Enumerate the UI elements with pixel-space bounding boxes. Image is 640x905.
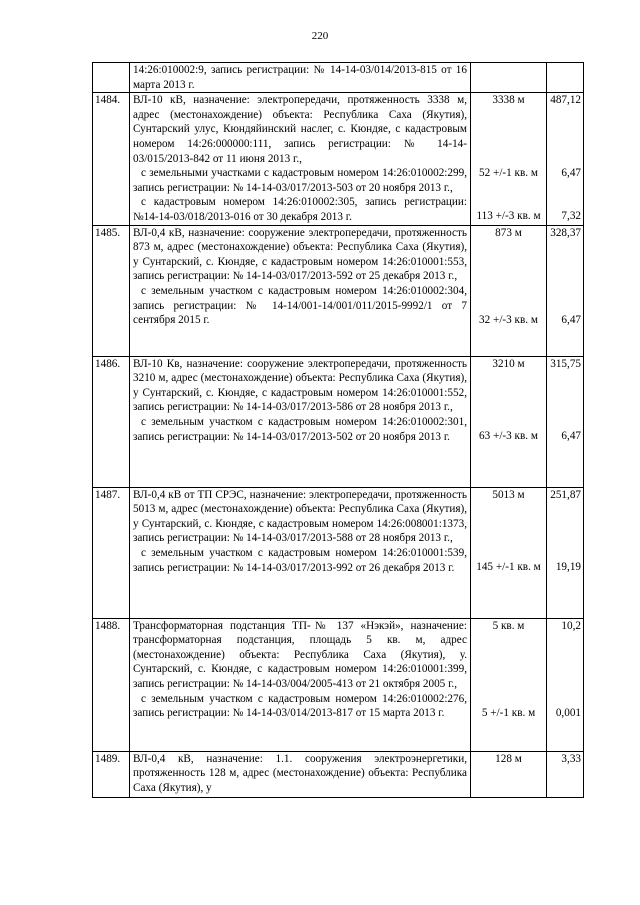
cost-value: 0,001 <box>555 707 581 720</box>
description-paragraph: с земельным участком с кадастровым номером 14:26:010002:276, запись регистрации: № 14-14-03/014/2013-817 от 15 марта 2013 г. <box>133 692 467 720</box>
object-size <box>471 487 547 618</box>
row-number: 1485. <box>93 225 130 356</box>
object-description <box>130 356 471 487</box>
object-description <box>130 487 471 618</box>
cost-value: 6,47 <box>561 430 581 443</box>
description-paragraph: ВЛ-0,4 кВ от ТП СРЭС, назначение: электропередачи, протяженность 5013 м, адрес (местонахождение) объекта: Республика Саха (Якутия), у Сунтарский, с. Кюндяе, с кадастровым номером 14:26:008001:1373, запись регистрации: № 14-14-03/017/2013-588 от 28 ноября 2013 г., <box>133 488 467 545</box>
cost-value: 251,87 <box>550 488 581 501</box>
cost-value: 6,47 <box>561 166 581 179</box>
cost-value: 19,19 <box>555 561 581 574</box>
description-paragraph: ВЛ-10 кВ, назначение: электропередачи, протяженность 3338 м, адрес (местонахождение) объекта: Республика Саха (Якутия), Сунтарский улус, Кюндяйинский наслег, с. Кюндяе, с кадастровым номером 14:26:000000:111, запись регистрации: № 14-14-03/015/2013-842 от 11 июня 2013 г., <box>133 94 467 165</box>
description-paragraph: ВЛ-0,4 кВ, назначение: сооружение электропередачи, протяженность 873 м, адрес (местонахождение) объекта: Республика Саха (Якутия), у Сунтарский, с. Кюндяе, с кадастровым номером 14:26:010001:553, запись регистрации: № 14-14-03/017/2013-592 от 25 декабря 2013 г., <box>133 226 467 283</box>
table-row <box>93 487 584 618</box>
table-row <box>93 93 584 225</box>
cost-value: 10,2 <box>561 619 581 632</box>
size-value: 128 м <box>495 752 522 765</box>
object-value <box>547 93 584 225</box>
cost-value: 3,33 <box>561 752 581 765</box>
object-value <box>547 751 584 797</box>
size-value: 873 м <box>495 226 522 239</box>
row-number: 1489. <box>93 751 130 797</box>
description-paragraph: с земельным участком с кадастровым номером 14:26:010002:301, запись регистрации: № 14-14-03/017/2013-502 от 20 ноября 2013 г. <box>133 415 467 443</box>
description-paragraph: с земельным участком с кадастровым номером 14:26:010001:539, запись регистрации: № 14-14-03/017/2013-992 от 26 декабря 2013 г. <box>133 546 467 574</box>
object-description <box>130 225 471 356</box>
row-number: 1486. <box>93 356 130 487</box>
description-paragraph: 14:26:010002:9, запись регистрации: № 14-14-03/014/2013-815 от 16 марта 2013 г. <box>133 64 467 91</box>
description-paragraph: с земельными участками с кадастровым номером 14:26:010002:299, запись регистрации: № 14-14-03/017/2013-503 от 20 ноября 2013 г., <box>133 167 467 194</box>
description-paragraph: ВЛ-0,4 кВ, назначение: 1.1. сооружения электроэнергетики, протяженность 128 м, адрес (местонахождение) объекта: Республика Саха (Якутия), у <box>133 752 467 794</box>
object-description <box>130 618 471 751</box>
row-number <box>93 63 130 93</box>
size-value: 113 +/-3 кв. м <box>476 210 541 223</box>
object-size <box>471 93 547 225</box>
table-row <box>93 751 584 797</box>
cost-value: 6,47 <box>561 314 581 327</box>
cost-value: 315,75 <box>550 357 581 370</box>
table-row <box>93 618 584 751</box>
registry-table-body <box>93 63 584 798</box>
size-value: 5 кв. м <box>492 619 525 632</box>
row-number: 1487. <box>93 487 130 618</box>
object-value <box>547 225 584 356</box>
row-number: 1488. <box>93 618 130 751</box>
description-paragraph: с земельным участком с кадастровым номером 14:26:010002:304, запись регистрации: № 14-14/001-14/001/011/2015-9992/1 от 7 сентября 2015 г. <box>133 284 467 327</box>
cost-value: 328,37 <box>550 226 581 239</box>
row-number: 1484. <box>93 93 130 225</box>
table-row <box>93 63 584 93</box>
object-size <box>471 63 547 93</box>
object-size <box>471 356 547 487</box>
object-value <box>547 487 584 618</box>
registry-table <box>92 62 584 798</box>
page-number: 220 <box>311 30 329 42</box>
size-value: 32 +/-3 кв. м <box>479 314 538 327</box>
size-value: 5013 м <box>492 488 525 501</box>
table-row <box>93 225 584 356</box>
description-paragraph: с кадастровым номером 14:26:010002:305, запись регистрации: №14-14-03/018/2013-016 от 30 декабря 2013 г. <box>133 196 467 223</box>
cost-value: 7,32 <box>561 210 581 223</box>
size-value: 52 +/-1 кв. м <box>479 166 538 179</box>
description-paragraph: Трансформаторная подстанция ТП-№ 137 «Нэкэй», назначение: трансформаторная подстанция, площадь 5 кв. м, адрес (местонахождение) объекта: Республика Саха (Якутия), у. Сунтарский, с. Кюндяе, с кадастровым номером 14:26:010001:399, запись регистрации: № 14-14-03/004/2005-413 от 21 октября 2005 г., <box>133 619 467 690</box>
size-value: 3338 м <box>492 94 525 107</box>
table-row <box>93 356 584 487</box>
object-size <box>471 751 547 797</box>
object-value <box>547 356 584 487</box>
object-description <box>130 93 471 225</box>
object-value <box>547 63 584 93</box>
object-description <box>130 751 471 797</box>
object-value <box>547 618 584 751</box>
cost-value: 487,12 <box>550 94 581 107</box>
description-paragraph: ВЛ-10 Кв, назначение: сооружение электропередачи, протяженность 3210 м, адрес (местонахождение) объекта: Республика Саха (Якутия), у Сунтарский, с. Кюндяе, с кадастровым номером 14:26:010001:552, запись регистрации: № 14-14-03/017/2013-586 от 28 ноября 2013 г., <box>133 357 467 414</box>
object-size <box>471 618 547 751</box>
size-value: 63 +/-3 кв. м <box>479 430 538 443</box>
object-description <box>130 63 471 93</box>
size-value: 5 +/-1 кв. м <box>481 707 536 720</box>
size-value: 3210 м <box>492 357 525 370</box>
size-value: 145 +/-1 кв. м <box>476 561 541 574</box>
object-size <box>471 225 547 356</box>
